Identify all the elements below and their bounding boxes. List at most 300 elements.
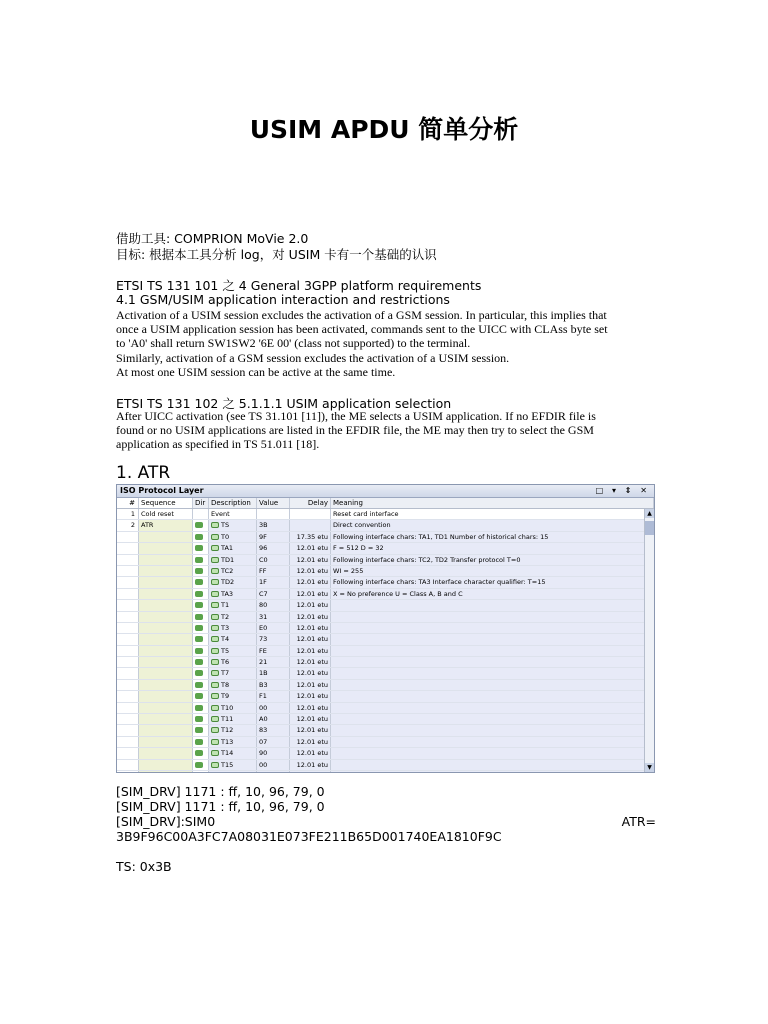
cell-text: T9 [221, 692, 230, 701]
card-to-terminal-icon [195, 659, 203, 665]
table-row[interactable] [117, 634, 645, 645]
byte-icon [211, 534, 219, 540]
cell-seq [139, 760, 193, 770]
byte-icon [211, 579, 219, 585]
cell-desc [209, 703, 257, 713]
cell-text: T7 [221, 669, 230, 678]
table-row[interactable] [117, 657, 645, 668]
table-row[interactable] [117, 680, 645, 691]
cell-seq [139, 612, 193, 622]
cell-delay [290, 520, 331, 530]
table-row[interactable] [117, 566, 645, 577]
cell-text: T2 [221, 612, 230, 621]
cell-val: F1 [257, 691, 290, 701]
cell-delay: 12.01 etu [290, 714, 331, 724]
card-to-terminal-icon [195, 670, 203, 676]
cell-seq [139, 566, 193, 576]
cell-seq: Cold reset [139, 509, 193, 519]
byte-icon [211, 602, 219, 608]
section2-reference: ETSI TS 131 102 之 5.1.1.1 USIM application selection [116, 396, 452, 411]
cell-text: TA1 [221, 544, 234, 553]
cell-num: 1 [117, 509, 139, 519]
section1-subheading: 4.1 GSM/USIM application interaction and restrictions [116, 292, 450, 307]
cell-num [117, 748, 139, 758]
cell-seq [139, 577, 193, 587]
cell-seq [139, 634, 193, 644]
table-row[interactable] [117, 577, 645, 588]
body-line: Similarly, activation of a GSM session excludes the activation of a USIM session. [116, 350, 510, 365]
cell-seq [139, 748, 193, 758]
cell-mean: Following interface chars: TA1, TD1 Number of historical chars: 15 [331, 532, 645, 542]
cell-delay: 12.01 etu [290, 748, 331, 758]
cell-desc [209, 748, 257, 758]
cell-delay: 12.01 etu [290, 691, 331, 701]
cell-val: B3 [257, 680, 290, 690]
byte-icon [211, 693, 219, 699]
body-line: application as specified in TS 51.011 [18]. [116, 437, 320, 452]
cell-num [117, 600, 139, 610]
cell-dir [193, 623, 209, 633]
cell-desc [209, 668, 257, 678]
card-to-terminal-icon [195, 705, 203, 711]
cell-num [117, 668, 139, 678]
cell-val: 1F [257, 577, 290, 587]
cell-num [117, 725, 139, 735]
scroll-thumb[interactable] [645, 521, 654, 535]
body-line: once a USIM application session has been activated, commands sent to the UICC with CLAss byte set [116, 322, 608, 337]
cell-dir [193, 509, 209, 519]
cell-val: FE [257, 646, 290, 656]
cell-mean [331, 760, 645, 770]
cell-dir [193, 555, 209, 565]
column-header[interactable]: Dir [193, 498, 209, 508]
cell-dir [193, 589, 209, 599]
cell-num [117, 623, 139, 633]
log-atr-label: ATR= [621, 814, 656, 829]
table-row[interactable] [117, 623, 645, 634]
cell-val: 96 [257, 543, 290, 553]
iso-protocol-panel [116, 484, 655, 773]
cell-text: TA3 [221, 589, 234, 598]
cell-delay [290, 509, 331, 519]
cell-text: T5 [221, 646, 230, 655]
byte-icon [211, 670, 219, 676]
cell-desc [209, 520, 257, 530]
byte-icon [211, 545, 219, 551]
table-row[interactable] [117, 509, 645, 520]
cell-mean [331, 657, 645, 667]
cell-val: 00 [257, 703, 290, 713]
cell-delay: 12.01 etu [290, 725, 331, 735]
body-line: At most one USIM session can be active at the same time. [116, 364, 396, 379]
cell-seq [139, 680, 193, 690]
cell-seq [139, 600, 193, 610]
cell-mean [331, 737, 645, 747]
cell-mean [331, 771, 645, 773]
cell-desc: Event [209, 509, 257, 519]
cell-delay: 12.01 etu [290, 646, 331, 656]
cell-mean [331, 691, 645, 701]
cell-dir [193, 612, 209, 622]
cell-mean: F = 512 D = 32 [331, 543, 645, 553]
cell-num [117, 555, 139, 565]
card-to-terminal-icon [195, 727, 203, 733]
cell-num [117, 577, 139, 587]
cell-num [117, 737, 139, 747]
cell-mean [331, 612, 645, 622]
cell-dir [193, 748, 209, 758]
cell-seq [139, 703, 193, 713]
cell-val: E0 [257, 623, 290, 633]
byte-icon [211, 522, 219, 528]
cell-delay: 12.01 etu [290, 543, 331, 553]
cell-mean [331, 680, 645, 690]
cell-delay: 12.01 etu [290, 623, 331, 633]
cell-num: 2 [117, 520, 139, 530]
cell-desc [209, 771, 257, 773]
cell-num [117, 771, 139, 773]
section2-body [116, 409, 656, 452]
cell-mean [331, 725, 645, 735]
card-to-terminal-icon [195, 693, 203, 699]
cell-text: T10 [221, 703, 234, 712]
cell-mean [331, 703, 645, 713]
intro-tool: 借助工具: COMPRION MoVie 2.0 [116, 231, 309, 246]
cell-text: TD1 [221, 555, 235, 564]
cell-text: T8 [221, 680, 230, 689]
cell-mean [331, 646, 645, 656]
cell-mean: Following interface chars: TC2, TD2 Transfer protocol T=0 [331, 555, 645, 565]
column-header[interactable]: Description [209, 498, 257, 508]
byte-icon [211, 636, 219, 642]
cell-num [117, 703, 139, 713]
panel-window-controls[interactable]: □ ▾ ⇕ ✕ [595, 486, 650, 495]
cell-val: 07 [257, 737, 290, 747]
byte-icon [211, 591, 219, 597]
cell-num [117, 543, 139, 553]
cell-seq [139, 543, 193, 553]
cell-delay: 12.01 etu [290, 703, 331, 713]
cell-val: 31 [257, 612, 290, 622]
cell-delay: 12.01 etu [290, 760, 331, 770]
cell-desc [209, 760, 257, 770]
cell-desc [209, 691, 257, 701]
column-header[interactable]: Sequence [139, 498, 193, 508]
table-row[interactable] [117, 589, 645, 600]
cell-val: FF [257, 566, 290, 576]
cell-desc [209, 657, 257, 667]
card-to-terminal-icon [195, 568, 203, 574]
panel-title-bar [117, 485, 654, 498]
cell-seq [139, 737, 193, 747]
cell-dir [193, 737, 209, 747]
card-to-terminal-icon [195, 762, 203, 768]
table-row[interactable] [117, 543, 645, 554]
cell-seq [139, 668, 193, 678]
cell-mean [331, 634, 645, 644]
cell-dir [193, 703, 209, 713]
vertical-scrollbar[interactable] [644, 509, 654, 772]
cell-delay: 12.01 etu [290, 657, 331, 667]
cell-desc [209, 612, 257, 622]
column-header[interactable]: # [117, 498, 139, 508]
cell-num [117, 691, 139, 701]
cell-desc [209, 532, 257, 542]
cell-delay: 12.01 etu [290, 577, 331, 587]
table-row[interactable] [117, 668, 645, 679]
card-to-terminal-icon [195, 739, 203, 745]
cell-val: 73 [257, 634, 290, 644]
cell-desc [209, 543, 257, 553]
panel-title: ISO Protocol Layer [120, 486, 204, 495]
cell-desc [209, 577, 257, 587]
cell-desc [209, 623, 257, 633]
cell-seq [139, 555, 193, 565]
cell-dir [193, 566, 209, 576]
card-to-terminal-icon [195, 636, 203, 642]
cell-mean: Following interface chars: TA3 Interface character qualifier: T=15 [331, 577, 645, 587]
table-row[interactable] [117, 737, 645, 748]
card-to-terminal-icon [195, 648, 203, 654]
cell-text: TS [221, 521, 230, 530]
log-output [116, 784, 656, 874]
log-line: [SIM_DRV] 1171 : ff, 10, 96, 79, 0 [116, 799, 325, 814]
cell-mean [331, 600, 645, 610]
column-header[interactable]: Value [257, 498, 290, 508]
grid-header [117, 498, 654, 509]
cell-text: T13 [221, 737, 234, 746]
cell-dir [193, 543, 209, 553]
log-ts: TS: 0x3B [116, 859, 172, 874]
cell-num [117, 680, 139, 690]
cell-num [117, 657, 139, 667]
cell-text: T4 [221, 635, 230, 644]
cell-val: C0 [257, 555, 290, 565]
cell-val: 1B [257, 668, 290, 678]
cell-val [257, 771, 290, 773]
cell-desc [209, 680, 257, 690]
body-line: to 'A0' shall return SW1SW2 '6E 00' (class not supported) to the terminal. [116, 336, 471, 351]
column-header[interactable]: Meaning [331, 498, 654, 508]
cell-num [117, 646, 139, 656]
cell-val [257, 509, 290, 519]
cell-dir [193, 532, 209, 542]
scroll-up-icon[interactable]: ▲ [645, 509, 654, 518]
card-to-terminal-icon [195, 534, 203, 540]
byte-icon [211, 750, 219, 756]
cell-val: 00 [257, 760, 290, 770]
table-row[interactable] [117, 771, 645, 773]
cell-dir [193, 668, 209, 678]
cell-seq [139, 532, 193, 542]
cell-dir [193, 577, 209, 587]
table-row[interactable] [117, 520, 645, 531]
table-row[interactable] [117, 714, 645, 725]
cell-desc [209, 737, 257, 747]
table-row[interactable] [117, 703, 645, 714]
byte-icon [211, 614, 219, 620]
byte-icon [211, 716, 219, 722]
cell-delay: 12.01 etu [290, 612, 331, 622]
byte-icon [211, 648, 219, 654]
cell-text: T14 [221, 749, 234, 758]
cell-desc [209, 566, 257, 576]
cell-val: 3B [257, 520, 290, 530]
byte-icon [211, 705, 219, 711]
cell-delay: 12.01 etu [290, 680, 331, 690]
log-source: [SIM_DRV]:SIM0 [116, 814, 216, 829]
cell-seq [139, 725, 193, 735]
cell-seq [139, 771, 193, 773]
cell-dir [193, 725, 209, 735]
cell-dir [193, 646, 209, 656]
byte-icon [211, 557, 219, 563]
cell-num [117, 760, 139, 770]
cell-seq [139, 646, 193, 656]
cell-num [117, 612, 139, 622]
cell-delay: 12.01 etu [290, 555, 331, 565]
cell-text: T12 [221, 726, 234, 735]
cell-desc [209, 714, 257, 724]
body-line: After UICC activation (see TS 31.101 [11]), the ME selects a USIM application. If no EFDIR file is [116, 409, 596, 423]
cell-text: T11 [221, 715, 234, 724]
cell-mean [331, 714, 645, 724]
cell-delay: 12.01 etu [290, 634, 331, 644]
cell-delay: 12.01 etu [290, 600, 331, 610]
table-row[interactable] [117, 691, 645, 702]
card-to-terminal-icon [195, 579, 203, 585]
table-row[interactable] [117, 748, 645, 759]
grid-body [117, 509, 645, 772]
cell-num [117, 589, 139, 599]
log-line: [SIM_DRV] 1171 : ff, 10, 96, 79, 0 [116, 784, 325, 799]
card-to-terminal-icon [195, 591, 203, 597]
cell-dir [193, 657, 209, 667]
cell-desc [209, 589, 257, 599]
table-row[interactable] [117, 612, 645, 623]
cell-seq [139, 657, 193, 667]
cell-val: 21 [257, 657, 290, 667]
log-atr-value: 3B9F96C00A3FC7A08031E073FE211B65D001740EA1810F9C [116, 829, 502, 844]
table-row[interactable] [117, 725, 645, 736]
scroll-down-icon[interactable]: ▼ [645, 763, 654, 772]
cell-num [117, 634, 139, 644]
cell-text: TC2 [221, 566, 234, 575]
cell-val: 83 [257, 725, 290, 735]
cell-seq [139, 714, 193, 724]
page-title: USIM APDU 简单分析 [249, 115, 519, 144]
cell-dir [193, 714, 209, 724]
cell-dir [193, 634, 209, 644]
cell-text: T6 [221, 658, 230, 667]
body-line: found or no USIM applications are listed in the EFDIR file, the ME may then try to select the GSM [116, 423, 594, 438]
cell-val: 90 [257, 748, 290, 758]
log-line [116, 814, 656, 829]
cell-val: A0 [257, 714, 290, 724]
cell-desc [209, 634, 257, 644]
byte-icon [211, 659, 219, 665]
cell-val: C7 [257, 589, 290, 599]
cell-text: T1 [221, 601, 230, 610]
byte-icon [211, 682, 219, 688]
cell-val: 80 [257, 600, 290, 610]
cell-dir [193, 691, 209, 701]
table-row[interactable] [117, 555, 645, 566]
cell-desc [209, 646, 257, 656]
card-to-terminal-icon [195, 716, 203, 722]
card-to-terminal-icon [195, 750, 203, 756]
cell-mean: Reset card interface [331, 509, 645, 519]
cell-desc [209, 725, 257, 735]
cell-mean [331, 668, 645, 678]
cell-dir [193, 520, 209, 530]
cell-val: 9F [257, 532, 290, 542]
byte-icon [211, 762, 219, 768]
cell-text: T0 [221, 532, 230, 541]
column-header[interactable]: Delay [290, 498, 331, 508]
card-to-terminal-icon [195, 602, 203, 608]
cell-seq [139, 691, 193, 701]
cell-num [117, 532, 139, 542]
cell-delay: 12.01 etu [290, 589, 331, 599]
cell-seq [139, 589, 193, 599]
intro-goal: 目标: 根据本工具分析 log，对 USIM 卡有一个基础的认识 [116, 247, 437, 262]
byte-icon [211, 625, 219, 631]
cell-mean [331, 623, 645, 633]
card-to-terminal-icon [195, 557, 203, 563]
table-row[interactable] [117, 760, 645, 771]
cell-dir [193, 680, 209, 690]
cell-text [221, 772, 233, 773]
cell-dir [193, 760, 209, 770]
table-row[interactable] [117, 532, 645, 543]
cell-delay: 12.01 etu [290, 668, 331, 678]
table-row[interactable] [117, 600, 645, 611]
cell-mean: WI = 255 [331, 566, 645, 576]
cell-mean [331, 748, 645, 758]
card-to-terminal-icon [195, 614, 203, 620]
cell-num [117, 714, 139, 724]
cell-mean: X = No preference U = Class A, B and C [331, 589, 645, 599]
cell-seq: ATR [139, 520, 193, 530]
cell-delay: 12.01 etu [290, 566, 331, 576]
cell-dir [193, 600, 209, 610]
atr-heading: 1. ATR [116, 463, 171, 483]
cell-mean: Direct convention [331, 520, 645, 530]
body-line: Activation of a USIM session excludes the activation of a GSM session. In particular, this implies that [116, 308, 607, 322]
card-to-terminal-icon [195, 682, 203, 688]
byte-icon [211, 739, 219, 745]
cell-desc [209, 600, 257, 610]
card-to-terminal-icon [195, 625, 203, 631]
card-to-terminal-icon [195, 522, 203, 528]
cell-text: T3 [221, 623, 230, 632]
cell-num [117, 566, 139, 576]
cell-desc [209, 555, 257, 565]
cell-delay [290, 771, 331, 773]
cell-delay: 17.35 etu [290, 532, 331, 542]
byte-icon [211, 727, 219, 733]
cell-seq [139, 623, 193, 633]
cell-dir [193, 771, 209, 773]
card-to-terminal-icon [195, 545, 203, 551]
byte-icon [211, 568, 219, 574]
cell-text: T15 [221, 760, 234, 769]
table-row[interactable] [117, 646, 645, 657]
section1-body [116, 308, 656, 379]
cell-delay: 12.01 etu [290, 737, 331, 747]
cell-text: TD2 [221, 578, 235, 587]
